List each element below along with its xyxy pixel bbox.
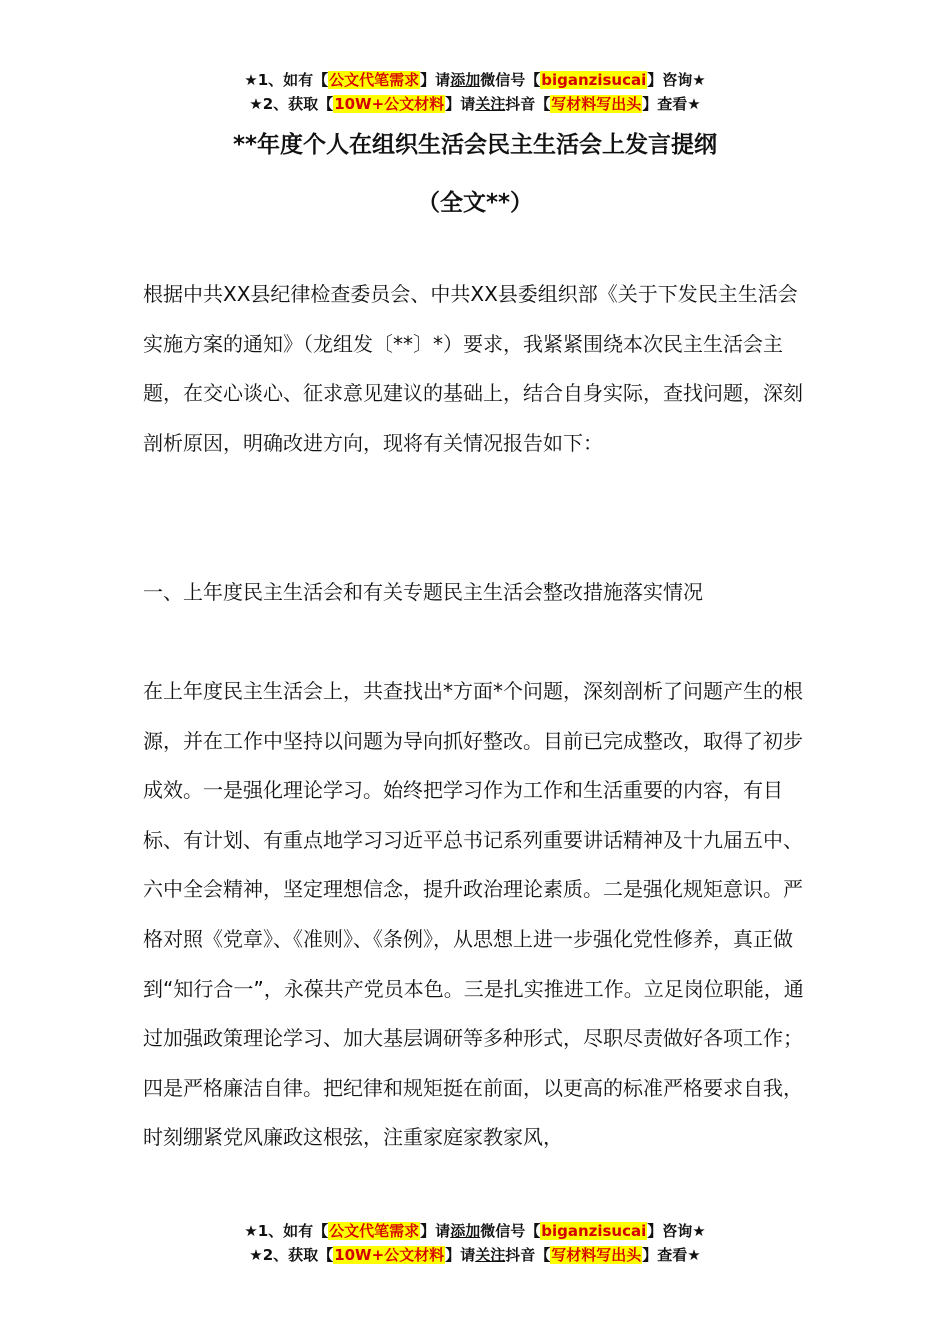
- body-paragraph-1: 在上年度民主生活会上，共查找出*方面*个问题，深刻剖析了问题产生的根源，并在工作中坚持以问题为导向抓好整改。目前已完成整改，取得了初步成效。一是强化理论学习。始终把学习作为工作和生活重要的内容，有目标、有计划、有重点地学习习近平总书记系列重要讲话精神及十九届五中、六中全会精神，坚定理想信念，提升政治理论素质。二是强化规矩意识。严格对照《党章》、《准则》、《条例》，从思想上进一步强化党性修养，真正做到“知行合一”，永葆共产党员本色。三是扎实推进工作。立足岗位职能，通过加强政策理论学习、加大基层调研等多种形式，尽职尽责做好各项工作；四是严格廉洁自律。把纪律和规矩挺在前面，以更高的标准严格要求自我，时刻绷紧党风廉政这根弦，注重家庭家教家风，: [143, 679, 804, 1150]
- highlight-douyin: 写材料写出头: [551, 95, 642, 113]
- title-line-1: **年度个人在组织生活会民主生活会上发言提纲: [232, 132, 718, 158]
- highlight-materials: 10W+公文材料: [334, 1246, 445, 1264]
- promo-line-1: ★1、如有【公文代笔需求】请添加微信号【biganzisucai】咨询★: [244, 71, 706, 89]
- highlight-service: 公文代笔需求: [329, 1222, 420, 1240]
- highlight-douyin: 写材料写出头: [551, 1246, 642, 1264]
- highlight-wechat-id: biganzisucai: [541, 1222, 647, 1240]
- promo-line-2: ★2、获取【10W+公文材料】请关注抖音【写材料写出头】查看★: [249, 95, 701, 113]
- promo-banner-bottom: [0, 1219, 950, 1267]
- highlight-wechat-id: biganzisucai: [541, 71, 647, 89]
- promo-line-2: ★2、获取【10W+公文材料】请关注抖音【写材料写出头】查看★: [249, 1246, 701, 1264]
- intro-paragraph: 根据中共XX县纪律检查委员会、中共XX县委组织部《关于下发民主生活会实施方案的通知》（龙组发〔**〕*）要求，我紧紧围绕本次民主生活会主题，在交心谈心、征求意见建议的基础上，结合自身实际，查找问题，深刻剖析原因，明确改进方向，现将有关情况报告如下：: [143, 282, 803, 455]
- title-line-2: （全文**）: [416, 190, 534, 216]
- promo-banner-top: [0, 68, 950, 116]
- section-heading-1: 一、上年度民主生活会和有关专题民主生活会整改措施落实情况: [143, 580, 703, 604]
- highlight-materials: 10W+公文材料: [334, 95, 445, 113]
- document-title: [0, 120, 950, 228]
- promo-line-1: ★1、如有【公文代笔需求】请添加微信号【biganzisucai】咨询★: [244, 1222, 706, 1240]
- highlight-service: 公文代笔需求: [329, 71, 420, 89]
